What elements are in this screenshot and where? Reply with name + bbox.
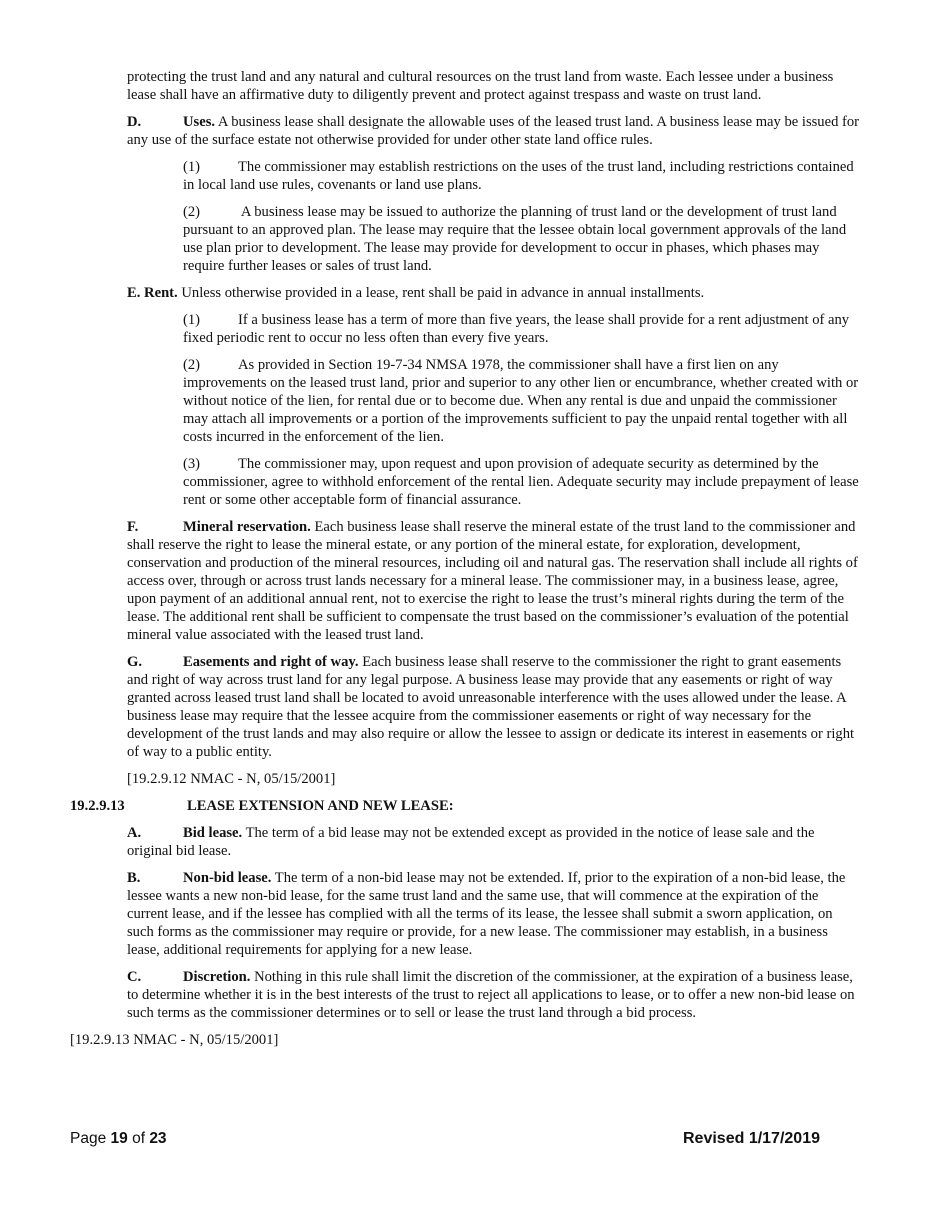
citation-19-2-9-12: [19.2.9.12 NMAC - N, 05/15/2001]: [127, 771, 336, 787]
subsection-13-a-letter: A.: [127, 825, 142, 841]
subsection-13-c-letter: C.: [127, 969, 142, 985]
item-number: (2): [183, 357, 201, 373]
subsection-d-item-2: [183, 203, 863, 275]
subsection-d: [127, 113, 862, 149]
subsection-13-a-text: The term of a bid lease may not be extended except as provided in the notice of lease sale and the original bid lease.: [127, 825, 815, 859]
revision-date: Revised 1/17/2019: [683, 1130, 820, 1147]
subsection-13-a-title: Bid lease.: [183, 825, 243, 841]
subsection-d-item-1: [183, 158, 863, 194]
subsection-13-b-text: The term of a non-bid lease may not be extended. If, prior to the expiration of a non-bid lease, the lessee wants a new non-bid lease, for the same trust land and the same use, that will commence at the expiration of the current lease, and if the lessee has complied with all the terms of its lease, the lessee shall submit a sworn application, on such forms as the commissioner may require or provide, for a new lease. The commissioner may establish, in a business lease, additional requirements for applying for a new lease.: [127, 870, 846, 958]
subsection-13-b-letter: B.: [127, 870, 141, 886]
subsection-e-item-3: [183, 455, 863, 509]
citation-19-2-9-13: [19.2.9.13 NMAC - N, 05/15/2001]: [70, 1032, 279, 1048]
section-heading-19-2-9-13: [70, 797, 950, 815]
continued-paragraph: protecting the trust land and any natural and cultural resources on the trust land from waste. Each lessee under a business lease shall have an affirmative duty to diligently prevent and protect against trespass and waste on trust land.: [127, 69, 834, 103]
item-text: If a business lease has a term of more than five years, the lease shall provide for a rent adjustment of any fixed periodic rent to occur no less often than every five years.: [183, 312, 850, 346]
subsection-g-text: Each business lease shall reserve to the commissioner the right to grant easements and right of way across trust land for any legal purpose. A business lease may provide that any easements or right of way granted across leased trust land shall be located to avoid unreasonable interference with the uses allowed under the lease. A business lease may require that the lessee acquire from the commissioner easements or right of way necessary for the development of the trust lands and may also require or allow the lessee to assign or dedicate its interest in easements or right of way to a public entity.: [127, 654, 855, 760]
subsection-f-title: Mineral reservation.: [183, 519, 311, 535]
subsection-g-title: Easements and right of way.: [183, 654, 359, 670]
subsection-13-c-text: Nothing in this rule shall limit the discretion of the commissioner, at the expiration of a business lease, to determine whether it is in the best interests of the trust to reject all applications to lease, or to offer a new non-bid lease on such terms as the commissioner determines or to sell or lease the trust land through a bid process.: [127, 969, 855, 1021]
of-word: of: [127, 1130, 150, 1147]
subsection-d-title: Uses.: [183, 114, 216, 130]
page-footer: [70, 1130, 820, 1152]
item-number: (1): [183, 312, 201, 328]
item-text: The commissioner may establish restrictions on the uses of the trust land, including restrictions contained in local land use rules, covenants or land use plans.: [183, 159, 854, 193]
subsection-e-letter: E.: [127, 285, 141, 301]
subsection-f: [127, 518, 862, 644]
subsection-e-item-2: [183, 356, 863, 446]
section-number: 19.2.9.13: [70, 798, 125, 814]
subsection-13-c: [127, 968, 862, 1022]
subsection-f-text: Each business lease shall reserve the mineral estate of the trust land to the commissioner and shall reserve the right to lease the mineral estate, or any portion of the mineral estate, for exploration, development, conservation and production of the mineral resources, including oil and natural gas. The reservation shall include all rights of access over, through or across trust lands necessary for a mineral lease. The commissioner may, in a business lease, agree, upon payment of an additional annual rent, not to exercise the right to lease the trust’s mineral rights during the term of the lease. The additional rent shall be sufficient to compensate the trust based on the commissioner’s evaluation of the potential mineral value associated with the leased trust land.: [127, 519, 858, 643]
item-text: The commissioner may, upon request and upon provision of adequate security as determined by the commissioner, agree to withhold enforcement of the rental lien. Adequate security may include prepayment of lease rent or some other acceptable form of financial assurance.: [183, 456, 859, 508]
subsection-e-title: Rent.: [144, 285, 178, 301]
item-text: A business lease may be issued to authorize the planning of trust land or the development of trust land pursuant to an approved plan. The lease may require that the lessee obtain local government approvals of the land use plan prior to development. The lease may provide for development to occur in phases, which phases may require further leases or sales of trust land.: [183, 204, 847, 274]
subsection-e-text: Unless otherwise provided in a lease, rent shall be paid in advance in annual installments.: [177, 285, 705, 301]
section-title: LEASE EXTENSION AND NEW LEASE:: [187, 798, 454, 814]
subsection-e-item-1: [183, 311, 863, 347]
subsection-d-text: A business lease shall designate the allowable uses of the leased trust land. A business lease may be issued for any use of the surface estate not otherwise provided for under other state land office rules.: [127, 114, 860, 148]
subsection-e: [127, 284, 862, 302]
item-number: (3): [183, 456, 201, 472]
subsection-g: [127, 653, 862, 761]
subsection-f-letter: F.: [127, 519, 139, 535]
page-current: 19: [110, 1130, 128, 1147]
subsection-g-letter: G.: [127, 654, 142, 670]
subsection-13-c-title: Discretion.: [183, 969, 251, 985]
page-total: 23: [149, 1130, 167, 1147]
item-text: As provided in Section 19-7-34 NMSA 1978, the commissioner shall have a first lien on any improvements on the leased trust land, prior and superior to any other lien or encumbrance, whether created with or without notice of the lien, for rental due or to become due. When any rental is due and unpaid the commissioner may attach all improvements or a portion of the improvements sufficient to pay the unpaid rental together with all costs incurred in the enforcement of the lien.: [183, 357, 859, 445]
subsection-13-b-title: Non-bid lease.: [183, 870, 272, 886]
subsection-d-letter: D.: [127, 114, 142, 130]
subsection-13-b: [127, 869, 862, 959]
page-content: [0, 68, 950, 1049]
item-number: (2): [183, 204, 201, 220]
item-number: (1): [183, 159, 201, 175]
page-word: Page: [70, 1130, 111, 1147]
page-number: [70, 1130, 167, 1148]
subsection-13-a: [127, 824, 862, 860]
